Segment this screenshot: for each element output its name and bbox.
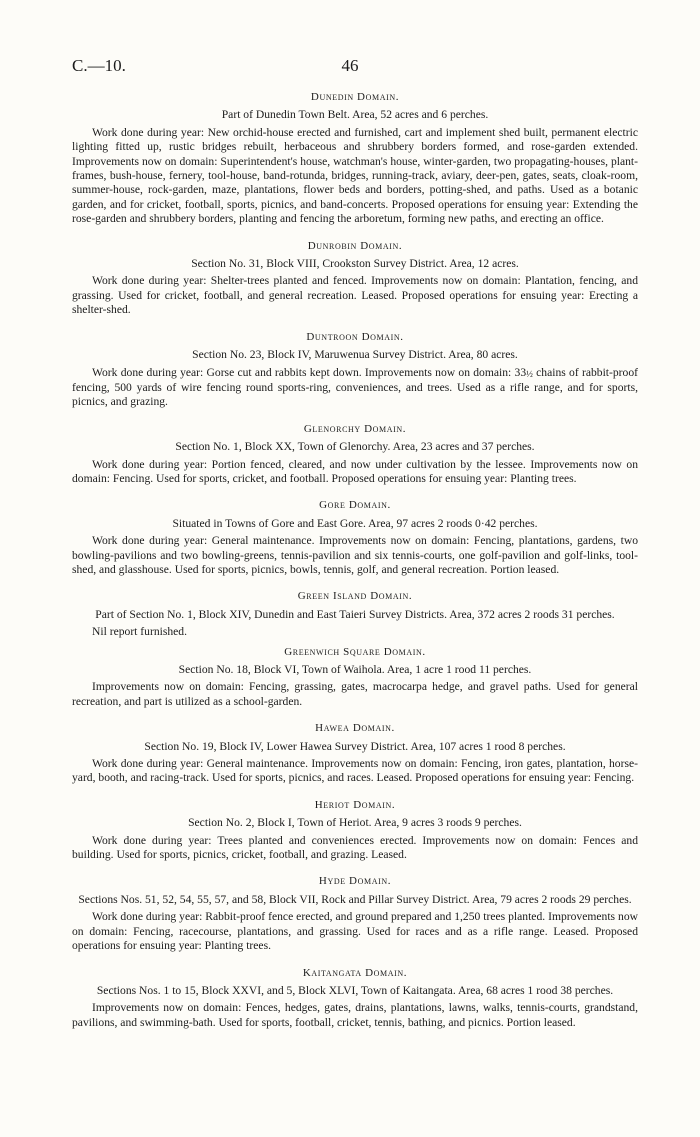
domain-section-dunedin [72,90,638,227]
domain-section-duntroon [72,330,638,410]
section-location: Part of Dunedin Town Belt. Area, 52 acres and 6 perches. [221,108,489,122]
fraction: ½ [526,368,533,379]
section-title: Duntroon Domain. [306,330,404,343]
section-title: Dunedin Domain. [310,91,400,103]
domain-section-heriot [72,798,638,863]
section-location: Sections Nos. 51, 52, 54, 55, 57, and 58, Block VII, Rock and Pillar Survey District. Area, 79 acres 2 roods 29 perches. [78,892,632,906]
section-title: Glenorchy Domain. [303,422,407,435]
section-text: Improvements now on domain: Fencing, grassing, gates, macrocarpa hedge, and gravel paths. Used for general recreation, and part is utilized as a school-garden. [72,680,638,708]
section-text: Work done during year: Rabbit-proof fence erected, and ground prepared and 1,250 trees planted. Improvements now on domain: Fencing, racecourse, plantations, and grassing. Used for races and as a rifle range. Leased. Proposed operations for ensuing year: Planting trees. [72,910,638,953]
section-text: Work done during year: Trees planted and conveniences erected. Improvements now on domain: Fences and building. Used for sports, picnics, cricket, football, and grazing. Leased. [72,833,638,862]
text-part: chains of rabbit-proof fencing, 500 yards of wire fencing round sports-ring, conveniences, and trees. Used as a rifle range, and for sports, picnics, and grazing. [72,365,638,409]
section-text: Work done during year: New orchid-house erected and furnished, cart and implement shed built, permanent electric lighting fitted up, rustic bridges rebuilt, herbaceous and shrubbery borders formed, and rose-garden extended. Improvements now on domain: Superintendent's house, watchman's house, winter-garden, two propagating-houses, plant-frames, bush-house, fernery, tool-house, band-rotunda, bridges, running-track, aviary, deer-pen, gates, seats, cloak-room, summer-house, rock-garden, maze, plantations, flower beds and borders, potting-shed, and paths. Used as a botanic garden, and for cricket, football, sports, picnics, and band-concerts. Proposed operations for ensuing year: Extending the rose-garden and shrubbery borders, planting and fencing the arboretum, forming new paths, and erecting an office. [72,125,638,226]
section-text: Work done during year: Portion fenced, cleared, and now under cultivation by the lessee. Improvements now on domain: Fencing. Used for sports, cricket, and football. Proposed operations for ensuing year: Planting trees. [72,457,638,485]
domain-section-dunrobin [72,239,638,318]
section-text: Nil report furnished. [92,625,187,639]
section-location: Part of Section No. 1, Block XIV, Dunedin and East Taieri Survey Districts. Area, 372 acres 2 roods 31 perches. [95,607,615,621]
text-part: Work done during year: Gorse cut and rabbits kept down. Improvements now on domain: 33 [92,365,527,379]
section-title: Green Island Domain. [297,590,413,603]
domain-section-hawea [72,721,638,786]
domain-section-glenorchy [72,422,638,487]
section-location: Section No. 23, Block IV, Maruwenua Survey District. Area, 80 acres. [192,348,518,362]
domain-section-kaitangata [72,966,638,1031]
page-content [72,90,638,1042]
section-text: Work done during year: General maintenance. Improvements now on domain: Fencing, plantations, gardens, two bowling-pavilions and two bowling-greens, tennis-pavilion and six tennis-courts, one golf-pavilion and golf-links, tool-shed, and glasshouse. Used for sports, picnics, bowls, tennis, golf, and general recreation. Portion leased. [72,534,638,576]
page-header [72,56,628,76]
section-location: Section No. 2, Block I, Town of Heriot. Area, 9 acres 3 roods 9 perches. [188,816,522,830]
section-location: Section No. 19, Block IV, Lower Hawea Survey District. Area, 107 acres 1 rood 8 perches. [144,739,566,753]
section-text [72,366,638,410]
domain-section-gore [72,498,638,577]
section-title: Gore Domain. [319,499,391,512]
domain-section-greenwich-square [72,645,638,710]
section-title: Hawea Domain. [315,722,395,735]
section-text: Improvements now on domain: Fences, hedges, gates, drains, plantations, lawns, walks, tennis-courts, grandstand, pavilions, and swimming-bath. Used for sports, football, cricket, tennis, bathing, and picnics. Portion leased. [72,1001,638,1029]
section-text: Work done during year: General maintenance. Improvements now on domain: Fencing, iron gates, plantation, horse-yard, booth, and racing-track. Used for sports, picnics, and races. Leased. Proposed operations for ensuing year: Fencing. [72,757,638,785]
section-text: Work done during year: Shelter-trees planted and fenced. Improvements now on domain: Plantation, fencing, and grassing. Used for cricket, football, and general recreation. Leased. Proposed operations for ensuing year: Erecting a shelter-shed. [72,274,638,317]
section-location: Section No. 31, Block VIII, Crookston Survey District. Area, 12 acres. [191,257,519,271]
section-title: Greenwich Square Domain. [284,645,426,658]
section-location: Sections Nos. 1 to 15, Block XXVI, and 5, Block XLVI, Town of Kaitangata. Area, 68 acres 1 rood 38 perches. [96,983,614,997]
domain-section-green-island [72,589,638,639]
section-title: Hyde Domain. [318,875,392,888]
section-location: Situated in Towns of Gore and East Gore. Area, 97 acres 2 roods 0·42 perches. [172,516,538,530]
section-location: Section No. 1, Block XX, Town of Glenorchy. Area, 23 acres and 37 perches. [175,440,535,454]
section-title: Kaitangata Domain. [302,966,408,979]
section-title: Dunrobin Domain. [307,239,403,252]
page-number: 46 [341,56,359,75]
domain-section-hyde [72,874,638,953]
section-location: Section No. 18, Block VI, Town of Waihola. Area, 1 acre 1 rood 11 perches. [178,663,532,676]
document-reference: C.—10. [72,56,126,75]
section-title: Heriot Domain. [314,798,396,811]
